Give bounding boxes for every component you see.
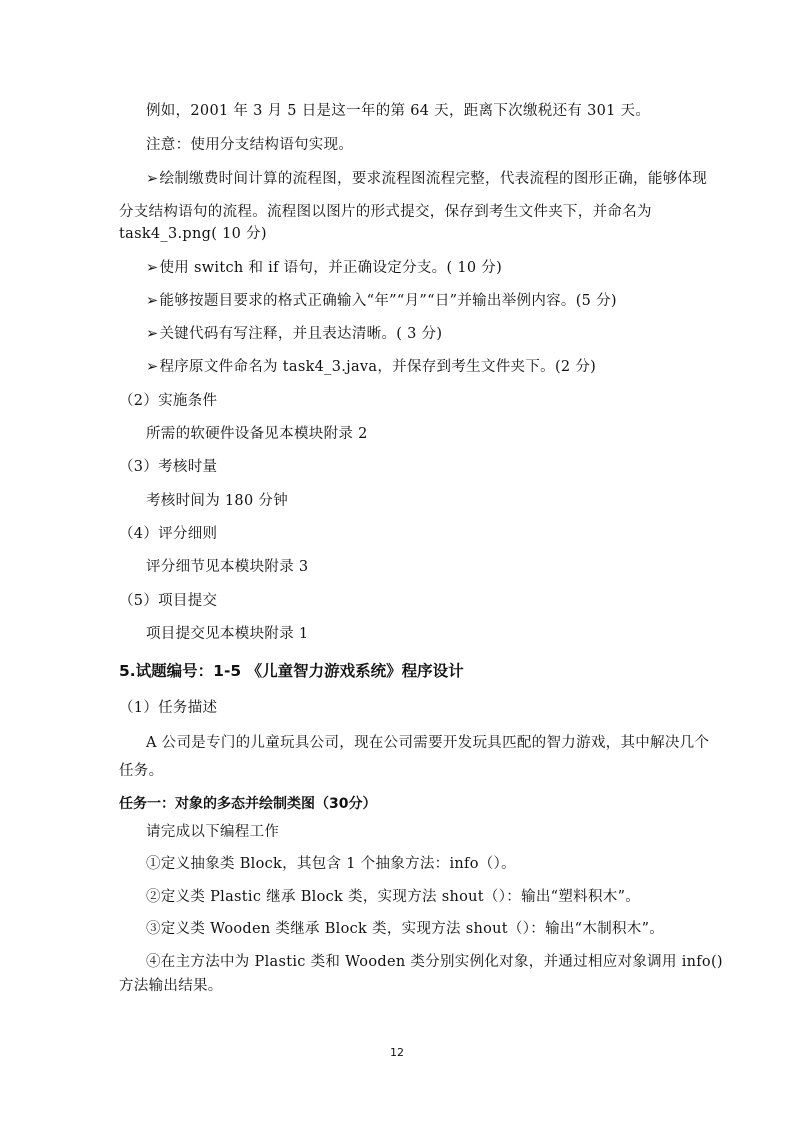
section-body-scoring: 评分细节见本模块附录 3 [146,559,309,575]
arrow-bullet-icon: ➢ [146,359,159,375]
requirement-text: 绘制缴费时间计算的流程图，要求流程图流程完整，代表流程的图形正确，能够体现 [159,171,708,187]
requirement-text: 使用 switch 和 if 语句，并正确设定分支。( 10 分) [159,260,503,276]
task1-item-2: ②定义类 Plastic 继承 Block 类，实现方法 shout（）：输出“塑料积木”。 [146,889,641,905]
task1-item-1: ①定义抽象类 Block，其包含 1 个抽象方法：info（）。 [146,856,516,872]
page-number: 12 [390,1046,404,1059]
task1-item-4: ④在主方法中为 Plastic 类和 Wooden 类分别实例化对象，并通过相应对象调用 info() [146,954,723,970]
task-description-line2: 任务。 [119,763,164,779]
section-body-conditions: 所需的软硬件设备见本模块附录 2 [146,426,368,442]
section-title-task-description: （1）任务描述 [119,700,218,716]
task1-intro: 请完成以下编程工作 [146,824,280,840]
task1-heading: 任务一：对象的多态并绘制类图（30分） [119,796,377,812]
section-body-submission: 项目提交见本模块附录 1 [146,626,309,642]
requirement-filename [146,357,596,377]
task1-item-3: ③定义类 Wooden 类继承 Block 类，实现方法 shout（）：输出“木制积木”。 [146,921,665,937]
section-title-scoring: （4）评分细则 [119,526,218,542]
requirement-comments [146,324,442,344]
requirement-text: 关键代码有写注释，并且表达清晰。( 3 分) [159,326,443,342]
arrow-bullet-icon: ➢ [146,171,159,187]
section-body-duration: 考核时间为 180 分钟 [146,493,288,509]
requirement-input-format [146,291,617,311]
requirement-flowchart-filename: task4_3.png( 10 分) [119,226,267,242]
section-title-submission: （5）项目提交 [119,593,218,609]
task1-item-4-continued: 方法输出结果。 [119,978,223,994]
example-paragraph: 例如，2001 年 3 月 5 日是这一年的第 64 天，距离下次缴税还有 301 天。 [146,103,651,119]
arrow-bullet-icon: ➢ [146,260,159,276]
arrow-bullet-icon: ➢ [146,326,159,342]
requirement-switch-if [146,258,502,278]
question-heading: 5.试题编号：1-5 《儿童智力游戏系统》程序设计 [119,662,464,680]
section-title-duration: （3）考核时量 [119,459,218,475]
arrow-bullet-icon: ➢ [146,293,159,309]
requirement-text: 能够按题目要求的格式正确输入“年”“月”“日”并输出举例内容。(5 分) [159,293,617,309]
requirement-text: 程序原文件命名为 task4_3.java，并保存到考生文件夹下。(2 分) [159,359,597,375]
requirement-flowchart [146,169,707,189]
note-paragraph: 注意：使用分支结构语句实现。 [146,137,354,153]
requirement-flowchart-continued: 分支结构语句的流程。流程图以图片的形式提交，保存到考生文件夹下，并命名为 [119,204,652,220]
section-title-conditions: （2）实施条件 [119,393,218,409]
task-description-line1: A 公司是专门的儿童玩具公司，现在公司需要开发玩具匹配的智力游戏，其中解决几个 [146,735,710,751]
